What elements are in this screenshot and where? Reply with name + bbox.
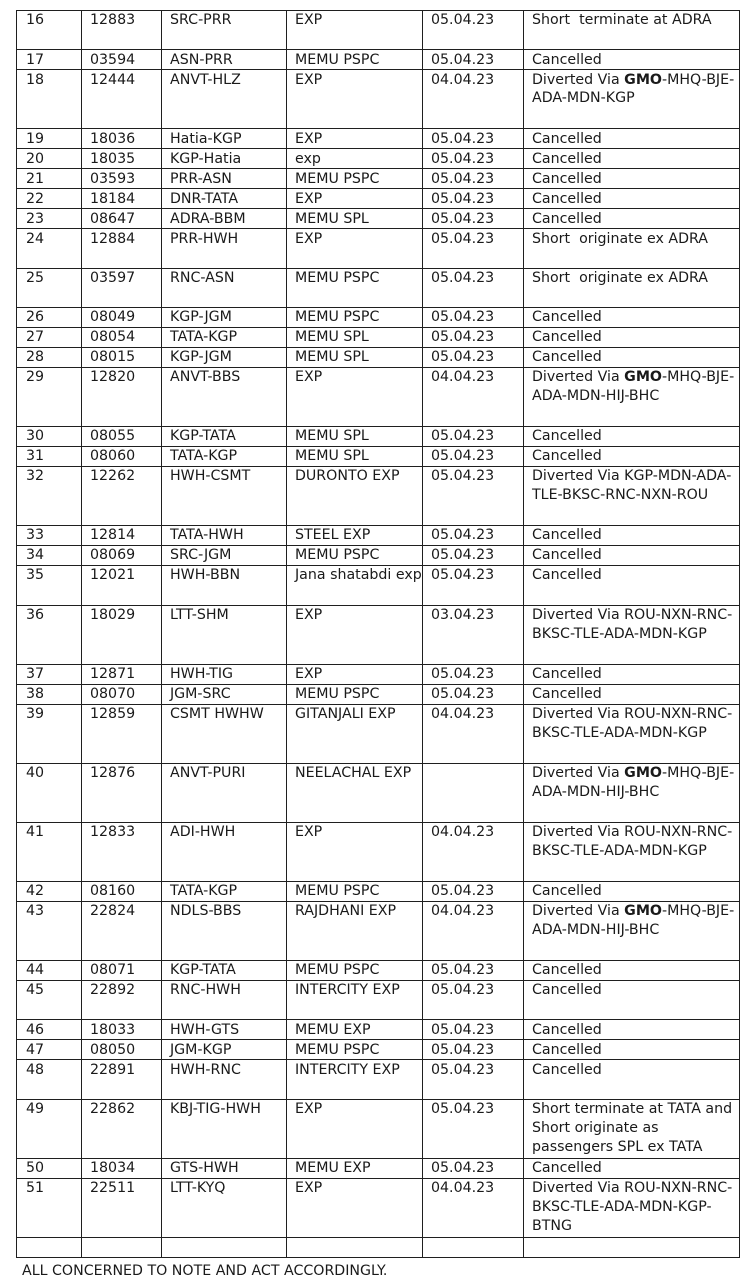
train-type-cell: EXP (287, 229, 423, 268)
table-row (17, 229, 740, 268)
date-cell: 05.04.23 (423, 981, 524, 1020)
train-type-cell: MEMU PSPC (287, 308, 423, 328)
route-cell: GTS-HWH (162, 1158, 287, 1178)
date-cell: 05.04.23 (423, 129, 524, 149)
train-number-cell: 12876 (82, 763, 162, 822)
empty-cell (287, 1237, 423, 1257)
train-number-cell: 08071 (82, 961, 162, 981)
route-cell: ADI-HWH (162, 822, 287, 881)
remark-cell: Cancelled (524, 308, 740, 328)
train-type-cell: MEMU EXP (287, 1158, 423, 1178)
remark-cell: Short terminate at TATA and Short originate as passengers SPL ex TATA (524, 1099, 740, 1158)
empty-cell (82, 1237, 162, 1257)
route-cell: KGP-Hatia (162, 149, 287, 169)
route-cell: HWH-CSMT (162, 467, 287, 526)
remark-cell: Cancelled (524, 328, 740, 348)
table-row (17, 901, 740, 960)
date-cell: 05.04.23 (423, 664, 524, 684)
train-number-cell: 18035 (82, 149, 162, 169)
train-type-cell: RAJDHANI EXP (287, 901, 423, 960)
train-number-cell: 22824 (82, 901, 162, 960)
remark-suffix: -MHQ-BJE-ADA-MDN-HIJ-BHC (532, 764, 735, 800)
date-cell: 05.04.23 (423, 566, 524, 605)
train-number-cell: 08049 (82, 308, 162, 328)
train-type-cell: MEMU PSPC (287, 881, 423, 901)
table-row (17, 70, 740, 129)
date-cell: 05.04.23 (423, 447, 524, 467)
train-type-cell: MEMU SPL (287, 348, 423, 368)
remark-cell: Diverted Via ROU-NXN-RNC-BKSC-TLE-ADA-MDN-KGP (524, 605, 740, 664)
train-type-cell: EXP (287, 189, 423, 209)
train-number-cell: 22892 (82, 981, 162, 1020)
train-type-cell: MEMU PSPC (287, 169, 423, 189)
train-number-cell: 18033 (82, 1020, 162, 1040)
route-cell: JGM-KGP (162, 1040, 287, 1060)
remark-cell: Cancelled (524, 149, 740, 169)
table-row (17, 881, 740, 901)
table-row (17, 961, 740, 981)
date-cell: 05.04.23 (423, 1040, 524, 1060)
serial-number-cell: 46 (17, 1020, 82, 1040)
serial-number-cell: 35 (17, 566, 82, 605)
remark-cell: Diverted Via ROU-NXN-RNC-BKSC-TLE-ADA-MDN-KGP (524, 704, 740, 763)
empty-cell (423, 1237, 524, 1257)
date-cell: 04.04.23 (423, 901, 524, 960)
train-type-cell: EXP (287, 822, 423, 881)
empty-cell (524, 1237, 740, 1257)
route-cell: PRR-ASN (162, 169, 287, 189)
serial-number-cell: 42 (17, 881, 82, 901)
table-row (17, 368, 740, 427)
table-row (17, 704, 740, 763)
table-row (17, 169, 740, 189)
train-number-cell: 12884 (82, 229, 162, 268)
remark-cell (524, 368, 740, 427)
route-cell: ANVT-PURI (162, 763, 287, 822)
table-row (17, 129, 740, 149)
route-cell: Hatia-KGP (162, 129, 287, 149)
train-type-cell: GITANJALI EXP (287, 704, 423, 763)
date-cell: 05.04.23 (423, 684, 524, 704)
train-type-cell: MEMU PSPC (287, 961, 423, 981)
date-cell: 05.04.23 (423, 427, 524, 447)
serial-number-cell: 28 (17, 348, 82, 368)
date-cell: 05.04.23 (423, 1060, 524, 1099)
remark-cell: Cancelled (524, 1060, 740, 1099)
remark-prefix: Diverted Via (532, 764, 625, 781)
remark-prefix: Diverted Via (532, 71, 625, 88)
train-type-cell: MEMU PSPC (287, 1040, 423, 1060)
route-cell: PRR-HWH (162, 229, 287, 268)
table-row (17, 427, 740, 447)
date-cell: 05.04.23 (423, 1020, 524, 1040)
serial-number-cell: 33 (17, 526, 82, 546)
table-row (17, 348, 740, 368)
date-cell: 04.04.23 (423, 70, 524, 129)
route-cell: NDLS-BBS (162, 901, 287, 960)
date-cell: 05.04.23 (423, 328, 524, 348)
train-type-cell: MEMU PSPC (287, 50, 423, 70)
serial-number-cell: 36 (17, 605, 82, 664)
route-cell: HWH-GTS (162, 1020, 287, 1040)
serial-number-cell: 43 (17, 901, 82, 960)
route-cell: LTT-KYQ (162, 1178, 287, 1237)
date-cell: 05.04.23 (423, 11, 524, 50)
remark-cell: Diverted Via KGP-MDN-ADA-TLE-BKSC-RNC-NXN-ROU (524, 467, 740, 526)
train-number-cell: 03593 (82, 169, 162, 189)
date-cell: 05.04.23 (423, 1099, 524, 1158)
remark-cell (524, 70, 740, 129)
train-type-cell: DURONTO EXP (287, 467, 423, 526)
date-cell: 04.04.23 (423, 1178, 524, 1237)
remark-cell: Cancelled (524, 526, 740, 546)
table-row (17, 268, 740, 307)
train-type-cell: exp (287, 149, 423, 169)
train-type-cell: EXP (287, 11, 423, 50)
table-row (17, 763, 740, 822)
remark-prefix: Diverted Via (532, 369, 625, 386)
table-row (17, 684, 740, 704)
serial-number-cell: 27 (17, 328, 82, 348)
train-type-cell: Jana shatabdi exp (287, 566, 423, 605)
table-row (17, 189, 740, 209)
serial-number-cell: 49 (17, 1099, 82, 1158)
remark-cell: Diverted Via ROU-NXN-RNC-BKSC-TLE-ADA-MDN-KGP-BTNG (524, 1178, 740, 1237)
train-type-cell: MEMU SPL (287, 447, 423, 467)
train-number-cell: 08015 (82, 348, 162, 368)
table-row (17, 328, 740, 348)
serial-number-cell: 41 (17, 822, 82, 881)
date-cell: 05.04.23 (423, 961, 524, 981)
route-cell: HWH-RNC (162, 1060, 287, 1099)
table-row (17, 526, 740, 546)
train-type-cell: EXP (287, 1178, 423, 1237)
table-row (17, 50, 740, 70)
remark-cell: Diverted Via ROU-NXN-RNC-BKSC-TLE-ADA-MDN-KGP (524, 822, 740, 881)
serial-number-cell: 30 (17, 427, 82, 447)
remark-cell: Cancelled (524, 189, 740, 209)
train-type-cell: EXP (287, 129, 423, 149)
table-body (17, 11, 740, 1258)
serial-number-cell: 32 (17, 467, 82, 526)
serial-number-cell: 26 (17, 308, 82, 328)
remark-highlight: GMO (624, 71, 662, 88)
route-cell: CSMT HWHW (162, 704, 287, 763)
train-type-cell: STEEL EXP (287, 526, 423, 546)
serial-number-cell: 31 (17, 447, 82, 467)
table-row (17, 1040, 740, 1060)
train-type-cell: MEMU PSPC (287, 546, 423, 566)
serial-number-cell: 34 (17, 546, 82, 566)
remark-cell: Cancelled (524, 169, 740, 189)
route-cell: JGM-SRC (162, 684, 287, 704)
train-type-cell: EXP (287, 1099, 423, 1158)
serial-number-cell: 20 (17, 149, 82, 169)
serial-number-cell: 40 (17, 763, 82, 822)
date-cell: 05.04.23 (423, 189, 524, 209)
empty-cell (17, 1237, 82, 1257)
date-cell: 04.04.23 (423, 368, 524, 427)
serial-number-cell: 38 (17, 684, 82, 704)
serial-number-cell: 44 (17, 961, 82, 981)
table-row (17, 546, 740, 566)
train-number-cell: 12820 (82, 368, 162, 427)
table-row (17, 1060, 740, 1099)
serial-number-cell: 21 (17, 169, 82, 189)
table-row (17, 467, 740, 526)
remark-cell: Cancelled (524, 961, 740, 981)
remark-cell: Cancelled (524, 566, 740, 605)
train-number-cell: 12444 (82, 70, 162, 129)
remark-cell: Cancelled (524, 209, 740, 229)
date-cell: 05.04.23 (423, 467, 524, 526)
remark-cell: Cancelled (524, 348, 740, 368)
table-row (17, 1020, 740, 1040)
train-type-cell: INTERCITY EXP (287, 981, 423, 1020)
date-cell: 05.04.23 (423, 526, 524, 546)
remark-cell (524, 901, 740, 960)
train-number-cell: 12833 (82, 822, 162, 881)
table-row (17, 1158, 740, 1178)
train-type-cell: MEMU SPL (287, 209, 423, 229)
serial-number-cell: 47 (17, 1040, 82, 1060)
table-row (17, 566, 740, 605)
remark-cell: Short terminate at ADRA (524, 11, 740, 50)
remark-cell: Short originate ex ADRA (524, 268, 740, 307)
serial-number-cell: 37 (17, 664, 82, 684)
remark-suffix: -MHQ-BJE-ADA-MDN-HIJ-BHC (532, 903, 735, 938)
serial-number-cell: 18 (17, 70, 82, 129)
table-row (17, 981, 740, 1020)
remark-cell: Cancelled (524, 664, 740, 684)
train-number-cell: 08054 (82, 328, 162, 348)
date-cell: 05.04.23 (423, 268, 524, 307)
date-cell: 04.04.23 (423, 822, 524, 881)
footer-note: ALL CONCERNED TO NOTE AND ACT ACCORDINGLY. (22, 1263, 388, 1279)
train-number-cell: 18184 (82, 189, 162, 209)
table-row (17, 1178, 740, 1237)
train-number-cell: 12021 (82, 566, 162, 605)
train-number-cell: 22862 (82, 1099, 162, 1158)
train-number-cell: 08050 (82, 1040, 162, 1060)
train-number-cell: 03597 (82, 268, 162, 307)
remark-cell: Cancelled (524, 1040, 740, 1060)
date-cell: 05.04.23 (423, 209, 524, 229)
train-number-cell: 12871 (82, 664, 162, 684)
train-status-table (16, 10, 740, 1258)
route-cell: ASN-PRR (162, 50, 287, 70)
table-row (17, 822, 740, 881)
train-number-cell: 08070 (82, 684, 162, 704)
remark-cell: Short originate ex ADRA (524, 229, 740, 268)
remark-cell: Cancelled (524, 1158, 740, 1178)
serial-number-cell: 24 (17, 229, 82, 268)
serial-number-cell: 25 (17, 268, 82, 307)
remark-prefix: Diverted Via (532, 903, 625, 920)
train-number-cell: 08647 (82, 209, 162, 229)
date-cell: 05.04.23 (423, 149, 524, 169)
train-type-cell: MEMU EXP (287, 1020, 423, 1040)
serial-number-cell: 48 (17, 1060, 82, 1099)
table-row (17, 447, 740, 467)
date-cell: 05.04.23 (423, 1158, 524, 1178)
train-number-cell: 03594 (82, 50, 162, 70)
date-cell: 05.04.23 (423, 881, 524, 901)
date-cell: 04.04.23 (423, 704, 524, 763)
table-row (17, 11, 740, 50)
train-type-cell: NEELACHAL EXP (287, 763, 423, 822)
table-row (17, 308, 740, 328)
train-type-cell: EXP (287, 368, 423, 427)
empty-table-row (17, 1237, 740, 1257)
train-type-cell: EXP (287, 605, 423, 664)
train-number-cell: 12814 (82, 526, 162, 546)
route-cell: KGP-JGM (162, 348, 287, 368)
route-cell: TATA-HWH (162, 526, 287, 546)
serial-number-cell: 16 (17, 11, 82, 50)
table-row (17, 209, 740, 229)
serial-number-cell: 23 (17, 209, 82, 229)
train-number-cell: 12859 (82, 704, 162, 763)
serial-number-cell: 51 (17, 1178, 82, 1237)
date-cell: 05.04.23 (423, 308, 524, 328)
route-cell: ANVT-BBS (162, 368, 287, 427)
date-cell: 05.04.23 (423, 169, 524, 189)
train-number-cell: 12262 (82, 467, 162, 526)
remark-cell: Cancelled (524, 129, 740, 149)
route-cell: KGP-TATA (162, 427, 287, 447)
serial-number-cell: 19 (17, 129, 82, 149)
remark-cell: Cancelled (524, 427, 740, 447)
route-cell: RNC-ASN (162, 268, 287, 307)
serial-number-cell: 50 (17, 1158, 82, 1178)
remark-cell: Cancelled (524, 684, 740, 704)
train-type-cell: MEMU PSPC (287, 268, 423, 307)
train-number-cell: 08160 (82, 881, 162, 901)
train-number-cell: 18036 (82, 129, 162, 149)
route-cell: DNR-TATA (162, 189, 287, 209)
route-cell: TATA-KGP (162, 447, 287, 467)
train-number-cell: 08069 (82, 546, 162, 566)
date-cell: 03.04.23 (423, 605, 524, 664)
serial-number-cell: 39 (17, 704, 82, 763)
train-type-cell: MEMU SPL (287, 427, 423, 447)
date-cell: 05.04.23 (423, 348, 524, 368)
route-cell: SRC-JGM (162, 546, 287, 566)
remark-cell (524, 763, 740, 822)
route-cell: TATA-KGP (162, 328, 287, 348)
route-cell: RNC-HWH (162, 981, 287, 1020)
remark-cell: Cancelled (524, 447, 740, 467)
table-row (17, 1099, 740, 1158)
route-cell: KGP-TATA (162, 961, 287, 981)
date-cell: 05.04.23 (423, 50, 524, 70)
remark-cell: Cancelled (524, 881, 740, 901)
train-number-cell: 22891 (82, 1060, 162, 1099)
remark-cell: Cancelled (524, 546, 740, 566)
table-row (17, 605, 740, 664)
remark-highlight: GMO (624, 903, 662, 920)
route-cell: ADRA-BBM (162, 209, 287, 229)
route-cell: SRC-PRR (162, 11, 287, 50)
train-type-cell: EXP (287, 664, 423, 684)
route-cell: KBJ-TIG-HWH (162, 1099, 287, 1158)
remark-cell: Cancelled (524, 1020, 740, 1040)
route-cell: HWH-BBN (162, 566, 287, 605)
train-number-cell: 08060 (82, 447, 162, 467)
date-cell (423, 763, 524, 822)
train-number-cell: 12883 (82, 11, 162, 50)
train-number-cell: 18029 (82, 605, 162, 664)
table-row (17, 664, 740, 684)
table-row (17, 149, 740, 169)
train-number-cell: 18034 (82, 1158, 162, 1178)
remark-suffix: -MHQ-BJE-ADA-MDN-HIJ-BHC (532, 369, 735, 405)
route-cell: ANVT-HLZ (162, 70, 287, 129)
serial-number-cell: 29 (17, 368, 82, 427)
train-type-cell: INTERCITY EXP (287, 1060, 423, 1099)
date-cell: 05.04.23 (423, 229, 524, 268)
remark-highlight: GMO (624, 369, 662, 386)
train-type-cell: MEMU SPL (287, 328, 423, 348)
remark-cell: Cancelled (524, 50, 740, 70)
train-number-cell: 08055 (82, 427, 162, 447)
date-cell: 05.04.23 (423, 546, 524, 566)
train-type-cell: MEMU PSPC (287, 684, 423, 704)
serial-number-cell: 45 (17, 981, 82, 1020)
route-cell: TATA-KGP (162, 881, 287, 901)
route-cell: KGP-JGM (162, 308, 287, 328)
serial-number-cell: 17 (17, 50, 82, 70)
route-cell: HWH-TIG (162, 664, 287, 684)
route-cell: LTT-SHM (162, 605, 287, 664)
serial-number-cell: 22 (17, 189, 82, 209)
remark-cell: Cancelled (524, 981, 740, 1020)
empty-cell (162, 1237, 287, 1257)
train-type-cell: EXP (287, 70, 423, 129)
train-number-cell: 22511 (82, 1178, 162, 1237)
remark-suffix: -MHQ-BJE-ADA-MDN-KGP (532, 71, 735, 107)
remark-highlight: GMO (624, 764, 662, 781)
